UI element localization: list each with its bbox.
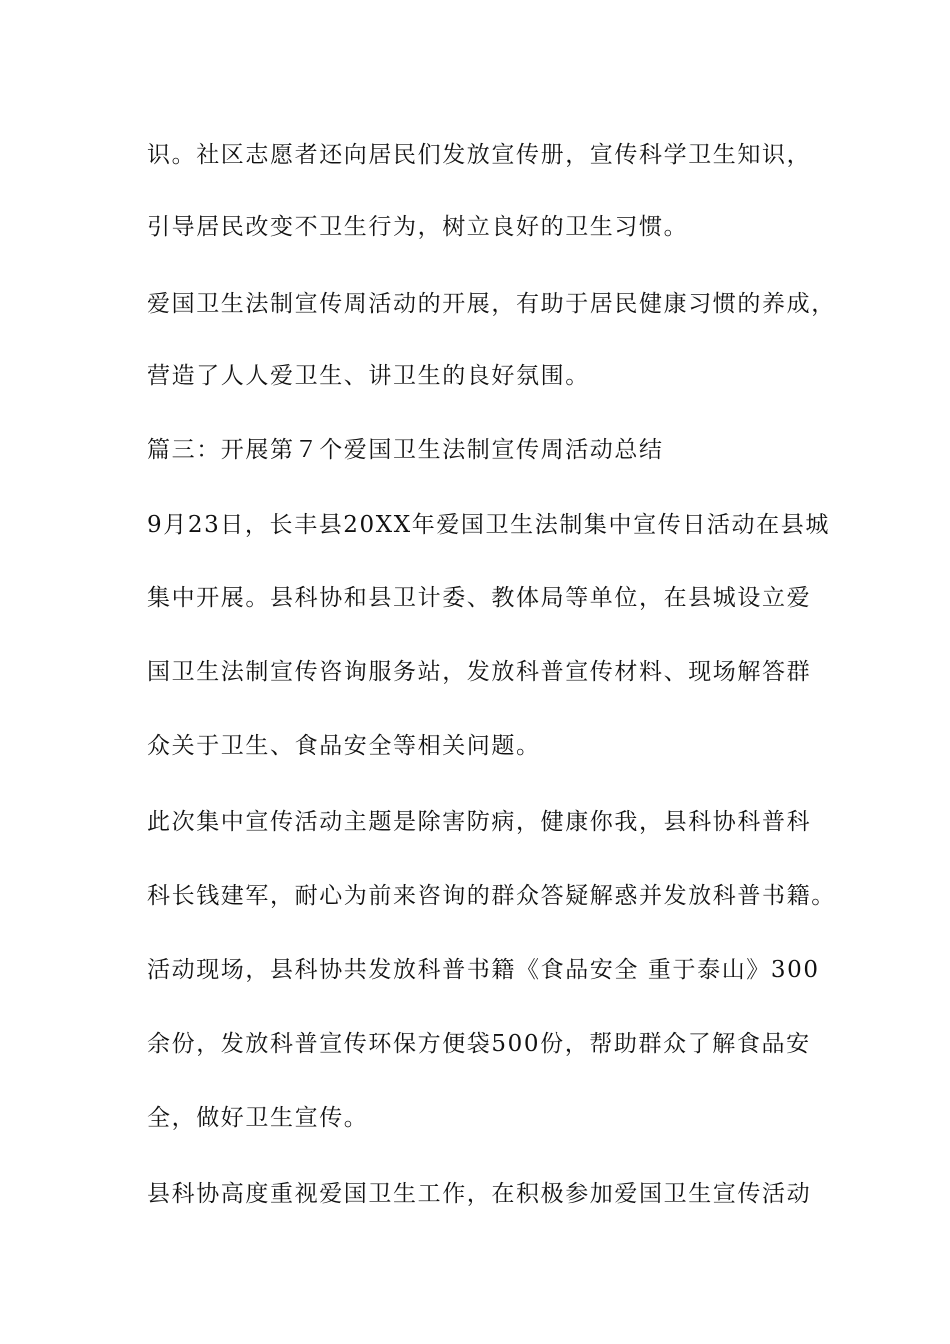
paragraph-line: 县科协高度重视爱国卫生工作，在积极参加爱国卫生宣传活动 — [147, 1181, 812, 1207]
paragraph-line: 余份，发放科普宣传环保方便袋500份，帮助群众了解食品安 — [147, 1031, 811, 1057]
paragraph-line: 引导居民改变不卫生行为，树立良好的卫生习惯。 — [147, 214, 689, 240]
paragraph-line: 9月23日，长丰县20XX年爱国卫生法制集中宣传日活动在县城 — [147, 512, 830, 538]
paragraph-line: 此次集中宣传活动主题是除害防病，健康你我，县科协科普科 — [147, 809, 812, 835]
section-heading: 篇三：开展第７个爱国卫生法制宣传周活动总结 — [147, 437, 664, 463]
paragraph-line: 国卫生法制宣传咨询服务站，发放科普宣传材料、现场解答群 — [147, 659, 812, 685]
paragraph-line: 营造了人人爱卫生、讲卫生的良好氛围。 — [147, 363, 590, 389]
paragraph-line: 全，做好卫生宣传。 — [147, 1105, 369, 1131]
paragraph-line: 活动现场，县科协共发放科普书籍《食品安全 重于泰山》300 — [147, 957, 820, 983]
paragraph-line: 众关于卫生、食品安全等相关问题。 — [147, 733, 541, 759]
paragraph-line: 科长钱建军，耐心为前来咨询的群众答疑解惑并发放科普书籍。 — [147, 883, 836, 909]
paragraph-line: 集中开展。县科协和县卫计委、教体局等单位，在县城设立爱 — [147, 585, 812, 611]
paragraph-line: 爱国卫生法制宣传周活动的开展，有助于居民健康习惯的养成， — [147, 291, 836, 317]
paragraph-line: 识。社区志愿者还向居民们发放宣传册，宣传科学卫生知识， — [147, 142, 812, 168]
